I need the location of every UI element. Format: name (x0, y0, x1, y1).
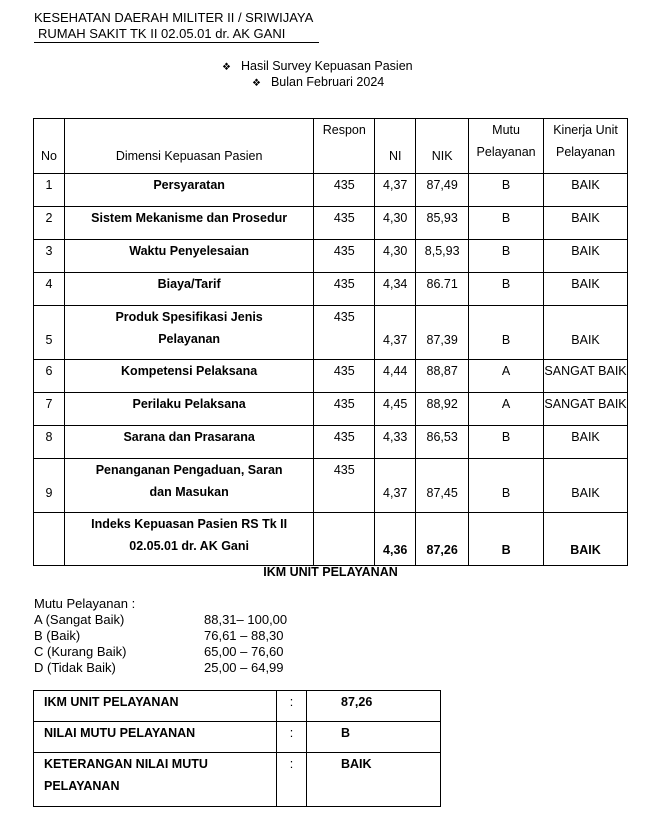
summary-row-keterangan (34, 753, 441, 807)
survey-title: Hasil Survey Kepuasan Pasien (240, 59, 413, 73)
header-line-1: KESEHATAN DAERAH MILITER II / SRIWIJAYA (34, 10, 314, 25)
header-mutu (469, 119, 544, 174)
table-row (34, 426, 628, 459)
table-header-row (34, 119, 628, 174)
cell-ni: 4,30 (375, 207, 416, 240)
header-nik: NIK (416, 119, 469, 174)
table-row (34, 273, 628, 306)
legend-label: A (Sangat Baik) (34, 612, 125, 627)
cell-kinerja: BAIK (544, 306, 628, 360)
ikm-summary-table (33, 690, 441, 807)
total-ni: 4,36 (375, 513, 416, 566)
cell-ni: 4,33 (375, 426, 416, 459)
summary-ket-label-line2: PELAYANAN (44, 779, 120, 793)
legend-title: Mutu Pelayanan : (34, 596, 136, 611)
legend-label: B (Baik) (34, 628, 81, 643)
cell-ni: 4,44 (375, 360, 416, 393)
legend-range: 88,31– 100,00 (204, 612, 288, 627)
table-total-row (34, 513, 628, 566)
cell-no: 3 (34, 240, 65, 273)
cell-no: 1 (34, 174, 65, 207)
summary-mutu-value: B (307, 722, 441, 753)
summary-ket-label (34, 753, 277, 807)
cell-mutu: B (469, 273, 544, 306)
header-line-2: RUMAH SAKIT TK II 02.05.01 dr. AK GANI (38, 26, 286, 41)
summary-ikm-value: 87,26 (307, 691, 441, 722)
cell-nik: 87,45 (416, 459, 469, 513)
satisfaction-table (33, 118, 628, 566)
cell-no: 6 (34, 360, 65, 393)
document-header (34, 10, 313, 42)
cell-dimensi (64, 174, 313, 207)
legend-label: D (Tidak Baik) (34, 660, 116, 675)
cell-dimensi (64, 426, 313, 459)
dimensi-line1: Produk Spesifikasi Jenis (115, 310, 263, 324)
legend-item (34, 644, 287, 660)
cell-mutu: A (469, 393, 544, 426)
cell-ni: 4,37 (375, 459, 416, 513)
cell-dimensi (64, 393, 313, 426)
legend-item (34, 612, 287, 628)
cell-respon: 435 (314, 393, 375, 426)
header-ni: NI (375, 119, 416, 174)
diamond-bullet-icon: ❖ (252, 78, 261, 89)
cell-respon: 435 (314, 273, 375, 306)
dimensi-line1: Kompetensi Pelaksana (121, 364, 258, 378)
dimensi-line2: dan Masukan (149, 485, 229, 499)
legend-range: 25,00 – 64,99 (204, 660, 284, 675)
header-kinerja-line2: Pelayanan (555, 145, 616, 159)
legend-range: 76,61 – 88,30 (204, 628, 284, 643)
cell-ni: 4,30 (375, 240, 416, 273)
header-kinerja (544, 119, 628, 174)
cell-nik: 85,93 (416, 207, 469, 240)
cell-ni: 4,37 (375, 174, 416, 207)
cell-respon: 435 (314, 426, 375, 459)
total-mutu: B (469, 513, 544, 566)
total-no (34, 513, 65, 566)
table-row (34, 360, 628, 393)
cell-mutu: A (469, 360, 544, 393)
table-row (34, 174, 628, 207)
legend-item (34, 660, 287, 676)
cell-mutu: B (469, 426, 544, 459)
cell-mutu: B (469, 174, 544, 207)
total-nik: 87,26 (416, 513, 469, 566)
dimensi-line1: Penanganan Pengaduan, Saran (95, 463, 283, 477)
cell-respon: 435 (314, 306, 375, 360)
table-row (34, 240, 628, 273)
summary-row-mutu (34, 722, 441, 753)
header-mutu-line2: Pelayanan (476, 145, 536, 159)
header-dimensi: Dimensi Kepuasan Pasien (64, 119, 313, 174)
cell-kinerja: SANGAT BAIK (544, 360, 628, 393)
survey-period: Bulan Februari 2024 (270, 75, 385, 89)
table-row (34, 393, 628, 426)
dimensi-line1: Persyaratan (153, 178, 225, 192)
summary-colon: : (277, 753, 307, 807)
cell-mutu: B (469, 240, 544, 273)
summary-colon: : (277, 691, 307, 722)
cell-dimensi (64, 240, 313, 273)
dimensi-line2: Pelayanan (158, 332, 221, 346)
table-row (34, 459, 628, 513)
dimensi-line1: Waktu Penyelesaian (129, 244, 249, 258)
legend-range: 65,00 – 76,60 (204, 644, 284, 659)
cell-respon: 435 (314, 459, 375, 513)
cell-respon: 435 (314, 207, 375, 240)
summary-mutu-label: NILAI MUTU PELAYANAN (34, 722, 277, 753)
summary-ikm-label: IKM UNIT PELAYANAN (34, 691, 277, 722)
mutu-legend (34, 596, 287, 676)
cell-kinerja: SANGAT BAIK (544, 393, 628, 426)
dimensi-line1: Perilaku Pelaksana (132, 397, 246, 411)
cell-no: 5 (34, 306, 65, 360)
legend-item (34, 628, 287, 644)
bullet-item (252, 74, 384, 92)
cell-kinerja: BAIK (544, 459, 628, 513)
cell-mutu: B (469, 207, 544, 240)
total-label-line1: Indeks Kepuasan Pasien RS Tk II (91, 517, 288, 531)
table-row (34, 207, 628, 240)
cell-mutu: B (469, 306, 544, 360)
header-mutu-line1: Mutu (492, 123, 520, 137)
header-underline (34, 42, 319, 43)
table-row (34, 306, 628, 360)
cell-respon: 435 (314, 360, 375, 393)
dimensi-line1: Biaya/Tarif (157, 277, 221, 291)
cell-no: 7 (34, 393, 65, 426)
cell-dimensi (64, 459, 313, 513)
cell-kinerja: BAIK (544, 426, 628, 459)
diamond-bullet-icon: ❖ (222, 62, 231, 73)
cell-nik: 88,87 (416, 360, 469, 393)
header-no: No (34, 119, 65, 174)
cell-no: 4 (34, 273, 65, 306)
cell-dimensi (64, 360, 313, 393)
cell-nik: 8,5,93 (416, 240, 469, 273)
summary-ket-label-line1: KETERANGAN NILAI MUTU (44, 757, 208, 771)
cell-nik: 87,39 (416, 306, 469, 360)
total-respon (314, 513, 375, 566)
dimensi-line1: Sarana dan Prasarana (123, 430, 255, 444)
cell-respon: 435 (314, 174, 375, 207)
legend-label: C (Kurang Baik) (34, 644, 127, 659)
cell-kinerja: BAIK (544, 174, 628, 207)
total-label (64, 513, 313, 566)
cell-nik: 87,49 (416, 174, 469, 207)
table-caption: IKM UNIT PELAYANAN (263, 565, 398, 579)
cell-dimensi (64, 306, 313, 360)
cell-ni: 4,37 (375, 306, 416, 360)
total-kinerja: BAIK (544, 513, 628, 566)
summary-row-ikm (34, 691, 441, 722)
cell-no: 9 (34, 459, 65, 513)
cell-no: 2 (34, 207, 65, 240)
cell-kinerja: BAIK (544, 207, 628, 240)
total-label-line2: 02.05.01 dr. AK Gani (129, 539, 249, 553)
cell-dimensi (64, 273, 313, 306)
summary-ket-value: BAIK (307, 753, 441, 807)
cell-dimensi (64, 207, 313, 240)
summary-colon: : (277, 722, 307, 753)
cell-nik: 88,92 (416, 393, 469, 426)
cell-kinerja: BAIK (544, 240, 628, 273)
header-respon: Respon (314, 119, 375, 174)
dimensi-line1: Sistem Mekanisme dan Prosedur (91, 211, 288, 225)
cell-nik: 86,53 (416, 426, 469, 459)
cell-respon: 435 (314, 240, 375, 273)
cell-no: 8 (34, 426, 65, 459)
header-kinerja-line1: Kinerja Unit (553, 123, 618, 137)
cell-kinerja: BAIK (544, 273, 628, 306)
cell-ni: 4,34 (375, 273, 416, 306)
cell-nik: 86.71 (416, 273, 469, 306)
cell-mutu: B (469, 459, 544, 513)
cell-ni: 4,45 (375, 393, 416, 426)
